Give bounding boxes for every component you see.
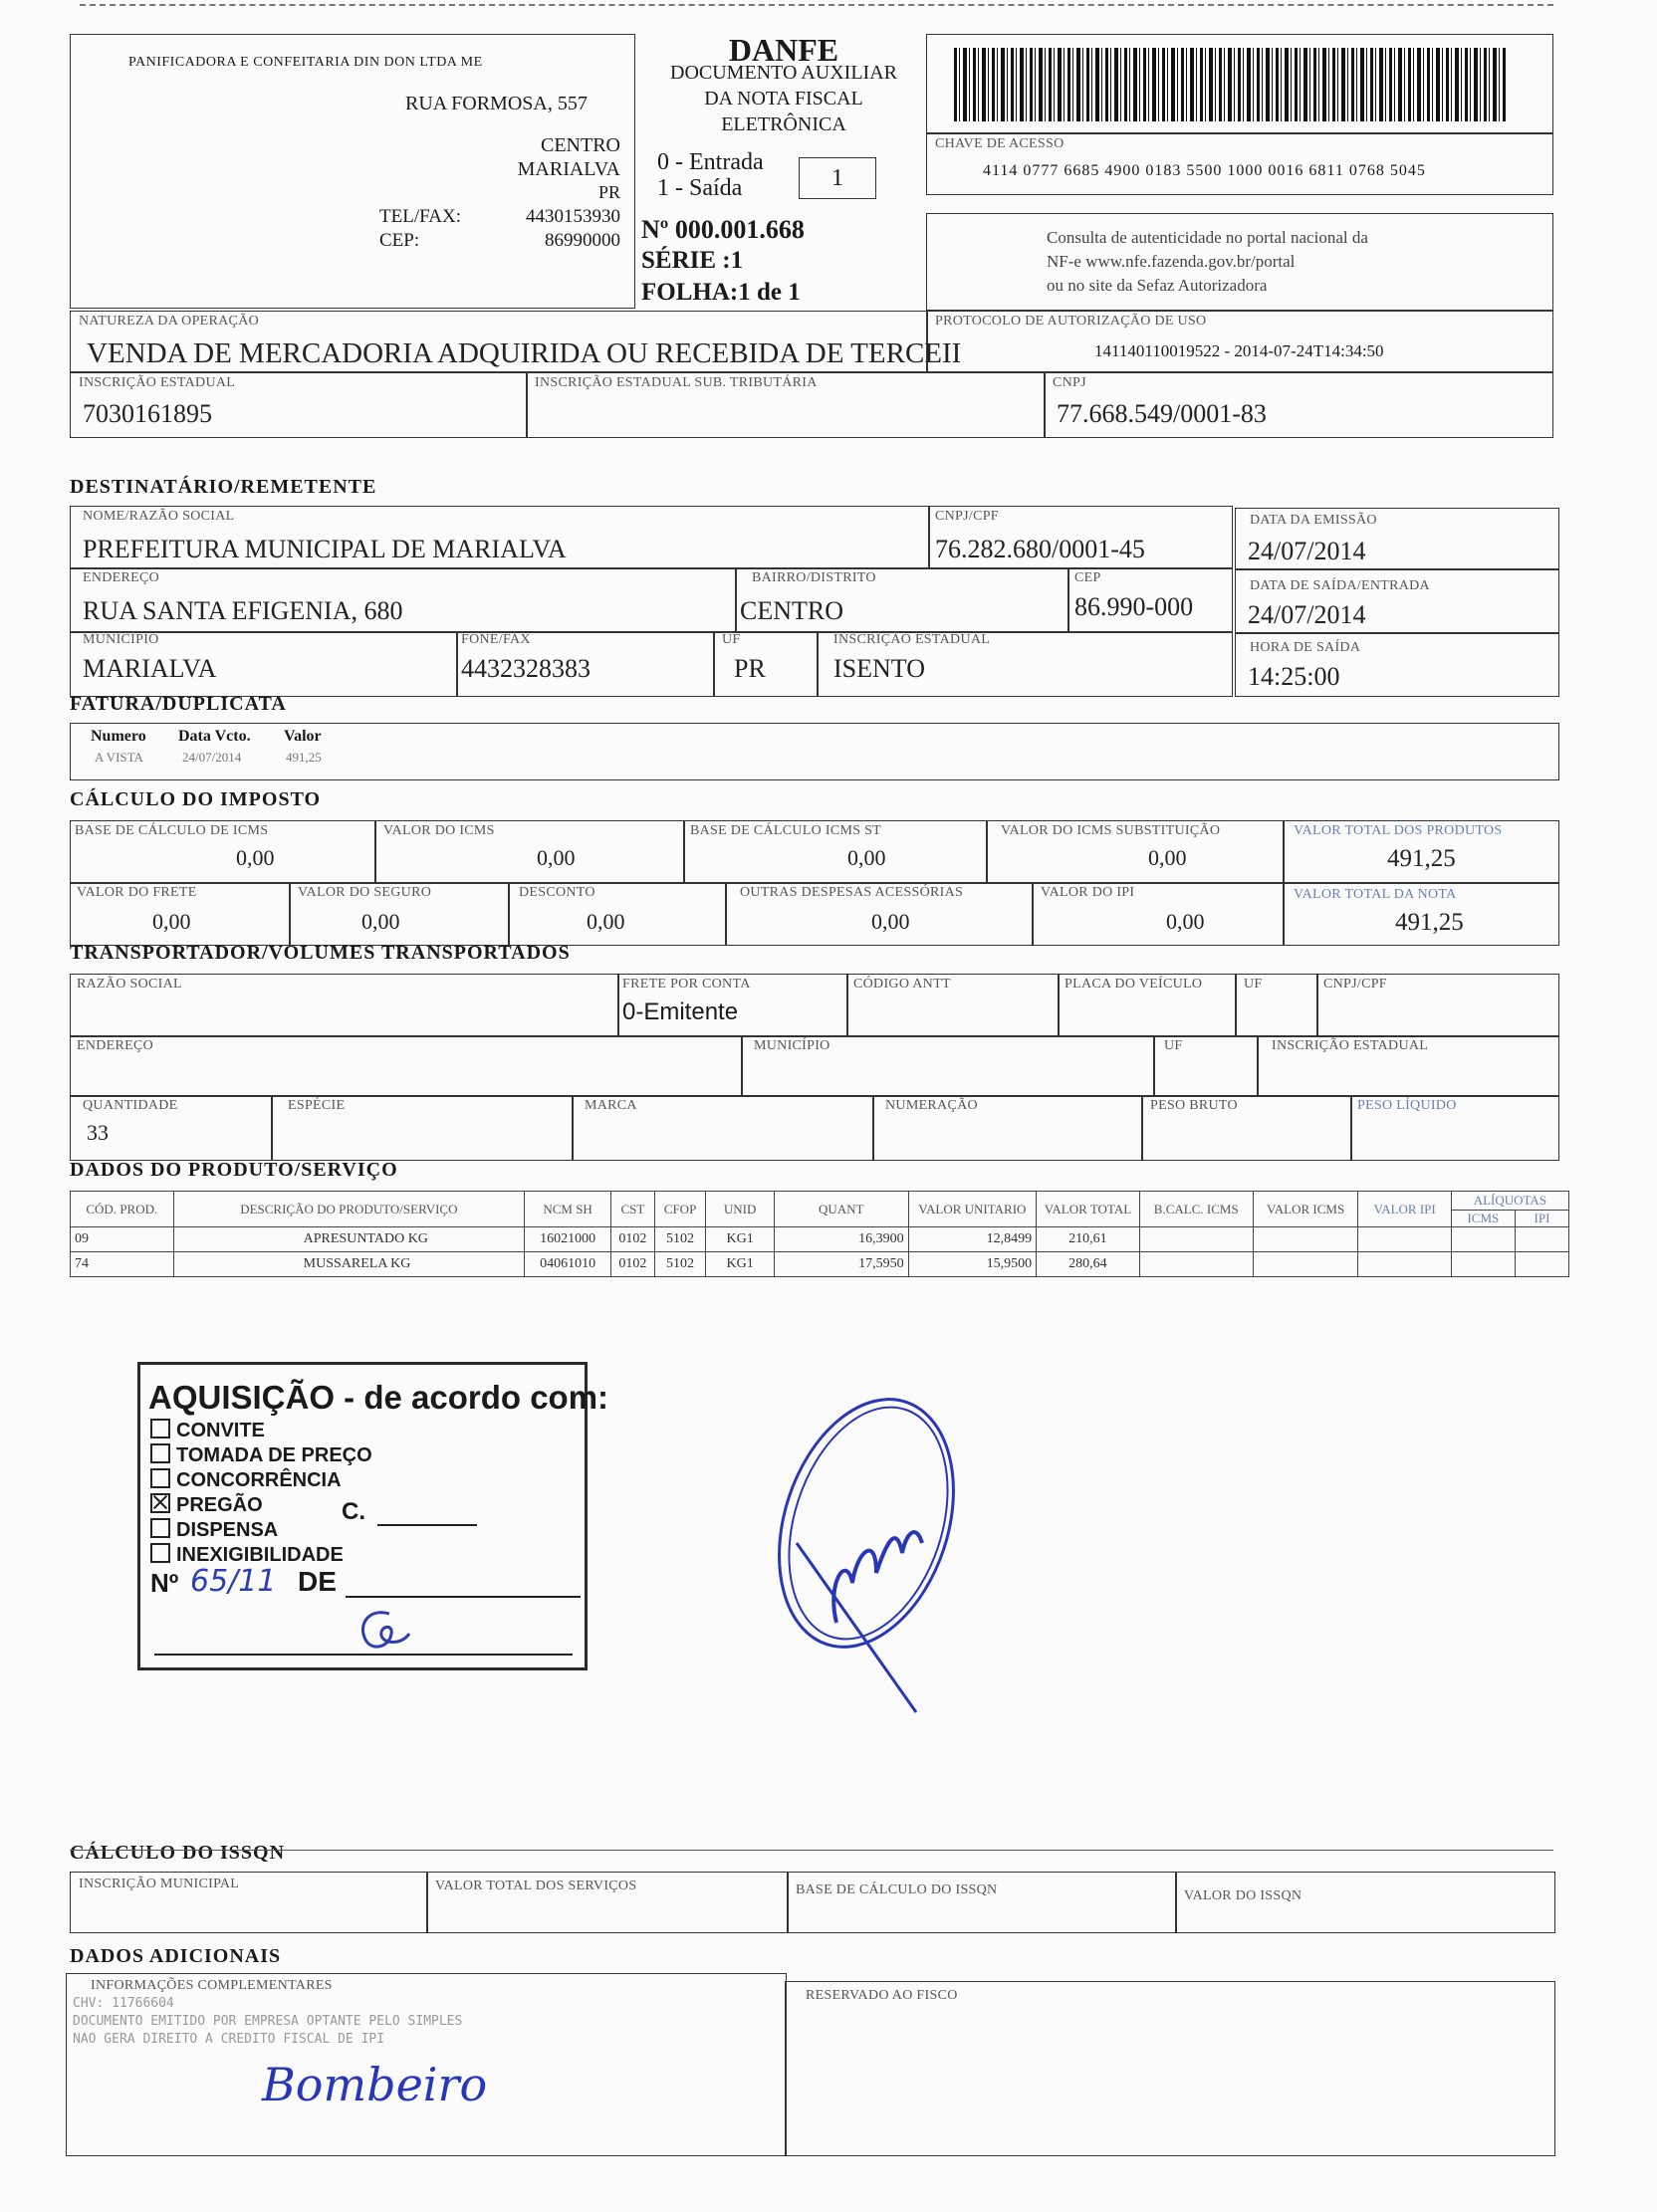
stamp-c-label: C.	[342, 1498, 365, 1525]
tax-discount-cell	[508, 882, 727, 946]
recipient-district: CENTRO	[740, 596, 843, 625]
invoice-box	[70, 723, 1559, 780]
stamp-options	[150, 1419, 372, 1568]
transport-plate-label: PLACA DO VEÍCULO	[1065, 977, 1203, 992]
stamp-title: AQUISIÇÃO - de acordo com:	[148, 1379, 609, 1416]
row-ncm: 16021000	[525, 1227, 611, 1252]
recipient-uf: PR	[734, 654, 766, 683]
recipient-city-label: MUNICÍPIO	[83, 632, 159, 647]
issqn-base-label: BASE DE CÁLCULO DO ISSQN	[796, 1882, 998, 1897]
emission-date-label: DATA DA EMISSÃO	[1250, 513, 1377, 528]
transport-net-label: PESO LÍQUIDO	[1357, 1098, 1457, 1113]
access-key-label: CHAVE DE ACESSO	[935, 136, 1065, 151]
emitter-tel: 4430153930	[526, 206, 620, 227]
recipient-cep-label: CEP	[1074, 570, 1101, 585]
recipient-district-cell	[735, 567, 1069, 633]
transport-city-label: MUNICÍPIO	[754, 1038, 830, 1053]
transport-freight-cell	[617, 974, 848, 1037]
transport-antt-cell	[846, 974, 1060, 1037]
ie-label: INSCRIÇÃO ESTADUAL	[79, 375, 236, 390]
cnpj-box	[1044, 372, 1553, 438]
row-unit: KG1	[706, 1227, 774, 1252]
exit-time-box	[1235, 633, 1559, 697]
invoice-header-due: Data Vcto.	[178, 728, 251, 745]
transport-uf-cell	[1235, 974, 1318, 1037]
transport-cnpj-cell	[1316, 974, 1559, 1037]
additional-info-line-1: CHV: 11766604	[73, 1996, 174, 2011]
transport-section-title: TRANSPORTADOR/VOLUMES TRANSPORTADOS	[70, 942, 571, 964]
row-code: 74	[71, 1252, 174, 1277]
nature-box	[70, 311, 962, 372]
recipient-section-title: DESTINATÁRIO/REMETENTE	[70, 476, 377, 498]
danfe-number: Nº 000.001.668	[641, 215, 805, 244]
col-qty-header: QUANT	[774, 1192, 908, 1227]
transport-plate-cell	[1058, 974, 1237, 1037]
reserved-label: RESERVADO AO FISCO	[806, 1988, 958, 2003]
issqn-services-cell	[426, 1872, 789, 1933]
recipient-cnpj-label: CNPJ/CPF	[935, 509, 999, 524]
tax-insurance: 0,00	[361, 909, 400, 934]
row-desc: MUSSARELA KG	[173, 1252, 524, 1277]
recipient-cnpj: 76.282.680/0001-45	[935, 535, 1145, 563]
tax-icms-st-label: VALOR DO ICMS SUBSTITUIÇÃO	[1001, 823, 1221, 838]
emission-date-box	[1235, 508, 1559, 569]
ie-value: 7030161895	[83, 399, 212, 428]
recipient-ie-cell	[817, 631, 1233, 697]
stamp-c-line	[377, 1524, 477, 1526]
row-qty: 16,3900	[774, 1227, 908, 1252]
tax-base-st-label: BASE DE CÁLCULO ICMS ST	[690, 823, 882, 838]
row-unit-value: 15,9500	[908, 1252, 1037, 1277]
exit-time: 14:25:00	[1248, 662, 1340, 691]
additional-info-line-3: NAO GERA DIREITO A CREDITO FISCAL DE IPI	[73, 2032, 385, 2047]
transport-cnpj-label: CNPJ/CPF	[1323, 977, 1387, 992]
table-row	[71, 1252, 1569, 1277]
transport-name-cell	[70, 974, 619, 1037]
danfe-subtitle-1: DOCUMENTO AUXILIAR	[670, 62, 897, 84]
stamp-number-label: Nº	[150, 1568, 179, 1598]
recipient-ie: ISENTO	[833, 654, 925, 683]
access-key: 4114 0777 6685 4900 0183 5500 1000 0016 6811 0768 5045	[983, 162, 1426, 179]
transport-qty-cell	[70, 1095, 273, 1161]
transport-net-cell	[1350, 1095, 1559, 1161]
transport-address-label: ENDEREÇO	[77, 1038, 154, 1053]
invoice-section-title: FATURA/DUPLICATA	[70, 693, 287, 715]
stamp-option-label: TOMADA DE PREÇO	[176, 1444, 372, 1466]
emitter-box	[70, 34, 635, 309]
danfe-folha: FOLHA:1 de 1	[641, 279, 801, 306]
checkbox-icon	[150, 1443, 170, 1463]
row-desc: APRESUNTADO KG	[173, 1227, 524, 1252]
danfe-subtitle-3: ELETRÔNICA	[721, 113, 846, 135]
recipient-address-label: ENDEREÇO	[83, 570, 160, 585]
tax-discount: 0,00	[587, 909, 625, 934]
table-row	[71, 1227, 1569, 1252]
tax-other: 0,00	[871, 909, 910, 934]
barcode	[954, 48, 1508, 121]
protocol-value: 141140110019522 - 2014-07-24T14:34:50	[1094, 341, 1384, 360]
tax-insurance-cell	[289, 882, 510, 946]
checkbox-icon	[150, 1468, 170, 1488]
row-total: 210,61	[1037, 1227, 1140, 1252]
transport-freight-label: FRETE POR CONTA	[622, 977, 751, 992]
col-icms-header: VALOR ICMS	[1253, 1192, 1358, 1227]
products-header-row	[71, 1192, 1569, 1211]
tax-total-products-label: VALOR TOTAL DOS PRODUTOS	[1294, 823, 1503, 838]
tax-freight-cell	[70, 882, 291, 946]
tax-ipi-label: VALOR DO IPI	[1041, 885, 1135, 900]
col-unit-value-header: VALOR UNITARIO	[908, 1192, 1037, 1227]
tax-freight: 0,00	[152, 909, 191, 934]
tax-base-st-cell	[683, 820, 988, 884]
invoice-header-value: Valor	[284, 728, 322, 745]
stamp-option-convite	[150, 1419, 372, 1443]
protocol-box	[926, 311, 1553, 372]
row-total: 280,64	[1037, 1252, 1140, 1277]
col-total-header: VALOR TOTAL	[1037, 1192, 1140, 1227]
col-ncm-header: NCM SH	[525, 1192, 611, 1227]
recipient-cep: 86.990-000	[1074, 592, 1194, 621]
stamp-option-label: INEXIGIBILIDADE	[176, 1544, 344, 1566]
issqn-section-title: CÁLCULO DO ISSQN	[70, 1842, 286, 1864]
recipient-address: RUA SANTA EFIGENIA, 680	[83, 596, 403, 625]
stamp-date-line	[346, 1596, 581, 1598]
tax-base-icms-cell	[70, 820, 376, 884]
col-aliq-header: ALÍQUOTAS	[1451, 1192, 1568, 1211]
stamp-option-label: DISPENSA	[176, 1519, 279, 1541]
tax-other-cell	[725, 882, 1034, 946]
transport-freight: 0-Emitente	[622, 998, 739, 1025]
row-code: 09	[71, 1227, 174, 1252]
ie-st-label: INSCRIÇÃO ESTADUAL SUB. TRIBUTÁRIA	[535, 375, 818, 390]
consult-box	[926, 213, 1553, 311]
transport-brand-cell	[572, 1095, 874, 1161]
tax-icms-st-cell	[986, 820, 1285, 884]
recipient-address-cell	[70, 567, 737, 633]
tax-icms-label: VALOR DO ICMS	[383, 823, 495, 838]
invoice-due: 24/07/2014	[182, 750, 242, 765]
additional-section-title: DADOS ADICIONAIS	[70, 1945, 282, 1967]
transport-qty-label: QUANTIDADE	[83, 1098, 178, 1113]
col-cfop-header: CFOP	[654, 1192, 706, 1227]
issqn-value-label: VALOR DO ISSQN	[1184, 1888, 1302, 1903]
row-ncm: 04061010	[525, 1252, 611, 1277]
products-table	[70, 1191, 1569, 1277]
transport-qty: 33	[87, 1120, 109, 1145]
recipient-name-label: NOME/RAZÃO SOCIAL	[83, 509, 235, 524]
access-key-box	[926, 133, 1553, 195]
row-qty: 17,5950	[774, 1252, 908, 1277]
tax-total-note: 491,25	[1395, 909, 1464, 936]
top-cut-line	[80, 4, 1553, 6]
recipient-phone-label: FONE/FAX	[461, 632, 531, 647]
recipient-ie-label: INSCRIÇÃO ESTADUAL	[833, 632, 991, 647]
stamp-initials-icon	[350, 1604, 419, 1659]
invoice-value: 491,25	[286, 750, 322, 765]
recipient-uf-cell	[713, 631, 819, 697]
transport-antt-label: CÓDIGO ANTT	[853, 977, 951, 992]
recipient-cep-cell	[1067, 567, 1233, 633]
tax-total-note-cell	[1283, 882, 1559, 946]
additional-info-cell	[66, 1973, 787, 2156]
invoice-number: A VISTA	[95, 750, 143, 765]
products-section-title: DADOS DO PRODUTO/SERVIÇO	[70, 1159, 398, 1181]
tax-icms-cell	[374, 820, 685, 884]
checkbox-icon	[150, 1518, 170, 1538]
stamp-option-dispensa	[150, 1518, 372, 1543]
nature-label: NATUREZA DA OPERAÇÃO	[79, 314, 260, 329]
recipient-phone: 4432328383	[461, 654, 591, 683]
checkbox-icon	[150, 1543, 170, 1563]
tax-total-products-cell	[1283, 820, 1559, 884]
reserved-cell	[785, 1981, 1555, 2156]
exit-date-box	[1235, 569, 1559, 633]
row-cst: 0102	[611, 1252, 655, 1277]
transport-address-cell	[70, 1035, 743, 1097]
tax-discount-label: DESCONTO	[519, 885, 595, 900]
transport-ie-label: INSCRIÇÃO ESTADUAL	[1272, 1038, 1429, 1053]
invoice-header-number: Numero	[91, 728, 146, 745]
transport-numbering-cell	[872, 1095, 1143, 1161]
col-ipi-header: VALOR IPI	[1358, 1192, 1451, 1227]
col-code-header: CÓD. PROD.	[71, 1192, 174, 1227]
danfe-serie: SÉRIE :1	[641, 247, 744, 274]
recipient-name: PREFEITURA MUNICIPAL DE MARIALVA	[83, 535, 567, 563]
tax-ipi: 0,00	[1166, 909, 1205, 934]
row-cfop: 5102	[654, 1252, 706, 1277]
issqn-value-cell	[1175, 1872, 1555, 1933]
emitter-address: RUA FORMOSA, 557	[405, 93, 588, 114]
danfe-saida: 1 - Saída	[657, 175, 743, 201]
checked-checkbox-icon	[150, 1493, 170, 1513]
emitter-name: PANIFICADORA E CONFEITARIA DIN DON LTDA ME	[128, 55, 483, 70]
tax-base-icms: 0,00	[236, 845, 275, 870]
tax-base-st: 0,00	[847, 845, 886, 870]
ie-box	[70, 372, 528, 438]
tax-total-note-label: VALOR TOTAL DA NOTA	[1294, 887, 1457, 902]
recipient-city-cell	[70, 631, 458, 697]
tax-icms-st: 0,00	[1148, 845, 1187, 870]
recipient-district-label: BAIRRO/DISTRITO	[752, 570, 876, 585]
emission-date: 24/07/2014	[1248, 537, 1366, 565]
acquisition-stamp	[137, 1362, 609, 1670]
issqn-base-cell	[787, 1872, 1177, 1933]
emitter-cep: 86990000	[545, 230, 620, 251]
row-cst: 0102	[611, 1227, 655, 1252]
recipient-phone-cell	[456, 631, 715, 697]
exit-date: 24/07/2014	[1248, 600, 1366, 629]
tax-base-icms-label: BASE DE CÁLCULO DE ICMS	[75, 823, 269, 838]
issqn-municipal-cell	[70, 1872, 428, 1933]
row-cfop: 5102	[654, 1227, 706, 1252]
stamp-number: 65/11	[190, 1564, 277, 1599]
stamp-option-pregao	[150, 1493, 372, 1518]
cnpj-value: 77.668.549/0001-83	[1057, 399, 1267, 428]
emitter-cep-label: CEP:	[379, 230, 420, 251]
consult-line-2: NF-e www.nfe.fazenda.gov.br/portal	[1047, 252, 1296, 271]
emitter-district: CENTRO	[541, 134, 620, 156]
recipient-city: MARIALVA	[83, 654, 217, 683]
exit-date-label: DATA DE SAÍDA/ENTRADA	[1250, 578, 1430, 593]
row-unit-value: 12,8499	[908, 1227, 1037, 1252]
transport-city-cell	[741, 1035, 1155, 1097]
stamp-option-label: CONVITE	[176, 1420, 265, 1441]
transport-uf2-cell	[1153, 1035, 1259, 1097]
row-unit: KG1	[706, 1252, 774, 1277]
danfe-entrada: 0 - Entrada	[657, 149, 764, 175]
exit-time-label: HORA DE SAÍDA	[1250, 640, 1361, 655]
additional-info-label: INFORMAÇÕES COMPLEMENTARES	[91, 1978, 333, 1993]
recipient-uf-label: UF	[722, 632, 741, 647]
stamp-de-label: DE	[298, 1566, 337, 1597]
emitter-tel-label: TEL/FAX:	[379, 206, 461, 227]
signature-icon	[757, 1374, 966, 1722]
tax-freight-label: VALOR DO FRETE	[77, 885, 197, 900]
emitter-city: MARIALVA	[517, 158, 620, 180]
transport-ie-cell	[1257, 1035, 1559, 1097]
transport-uf-label: UF	[1244, 977, 1263, 992]
checkbox-icon	[150, 1419, 170, 1438]
stamp-option-tomada	[150, 1443, 372, 1468]
tax-section-title: CÁLCULO DO IMPOSTO	[70, 788, 322, 810]
danfe-subtitle-2: DA NOTA FISCAL	[704, 88, 863, 110]
col-aliq-icms-header: ICMS	[1451, 1211, 1515, 1227]
nature-value: VENDA DE MERCADORIA ADQUIRIDA OU RECEBIDA DE TERCEII	[87, 337, 962, 369]
cnpj-label: CNPJ	[1053, 375, 1086, 390]
tax-ipi-cell	[1032, 882, 1285, 946]
transport-brand-label: MARCA	[585, 1098, 637, 1113]
issqn-services-label: VALOR TOTAL DOS SERVIÇOS	[435, 1879, 637, 1893]
issqn-municipal-label: INSCRIÇÃO MUNICIPAL	[79, 1877, 240, 1891]
transport-species-cell	[271, 1095, 574, 1161]
transport-gross-cell	[1141, 1095, 1352, 1161]
tax-icms: 0,00	[537, 845, 576, 870]
ie-st-box	[526, 372, 1046, 438]
stamp-option-label: PREGÃO	[176, 1494, 263, 1516]
transport-species-label: ESPÉCIE	[288, 1098, 346, 1113]
tax-insurance-label: VALOR DO SEGURO	[298, 885, 432, 900]
col-desc-header: DESCRIÇÃO DO PRODUTO/SERVIÇO	[173, 1192, 524, 1227]
col-unit-header: UNID	[706, 1192, 774, 1227]
transport-name-label: RAZÃO SOCIAL	[77, 977, 182, 992]
danfe-title: DANFE	[728, 32, 839, 68]
tax-other-label: OUTRAS DESPESAS ACESSÓRIAS	[740, 885, 964, 900]
col-aliq-ipi-header: IPI	[1516, 1211, 1569, 1227]
stamp-option-label: CONCORRÊNCIA	[176, 1469, 342, 1491]
transport-gross-label: PESO BRUTO	[1150, 1098, 1238, 1113]
recipient-cnpj-cell	[928, 506, 1233, 569]
recipient-name-cell	[70, 506, 930, 569]
col-cst-header: CST	[611, 1192, 655, 1227]
tax-total-products: 491,25	[1387, 845, 1456, 872]
consult-line-3: ou no site da Sefaz Autorizadora	[1047, 276, 1268, 295]
danfe-type-box: 1	[799, 157, 876, 199]
handwritten-signature: Bombeiro	[262, 2058, 488, 2111]
protocol-label: PROTOCOLO DE AUTORIZAÇÃO DE USO	[935, 314, 1207, 329]
transport-uf2-label: UF	[1164, 1038, 1183, 1053]
col-bcalc-header: B.CALC. ICMS	[1139, 1192, 1253, 1227]
stamp-option-concorrencia	[150, 1468, 372, 1493]
consult-line-1: Consulta de autenticidade no portal nacional da	[1047, 228, 1368, 247]
additional-info-line-2: DOCUMENTO EMITIDO POR EMPRESA OPTANTE PELO SIMPLES	[73, 2014, 463, 2029]
transport-numbering-label: NUMERAÇÃO	[885, 1098, 978, 1113]
emitter-state: PR	[597, 182, 620, 202]
